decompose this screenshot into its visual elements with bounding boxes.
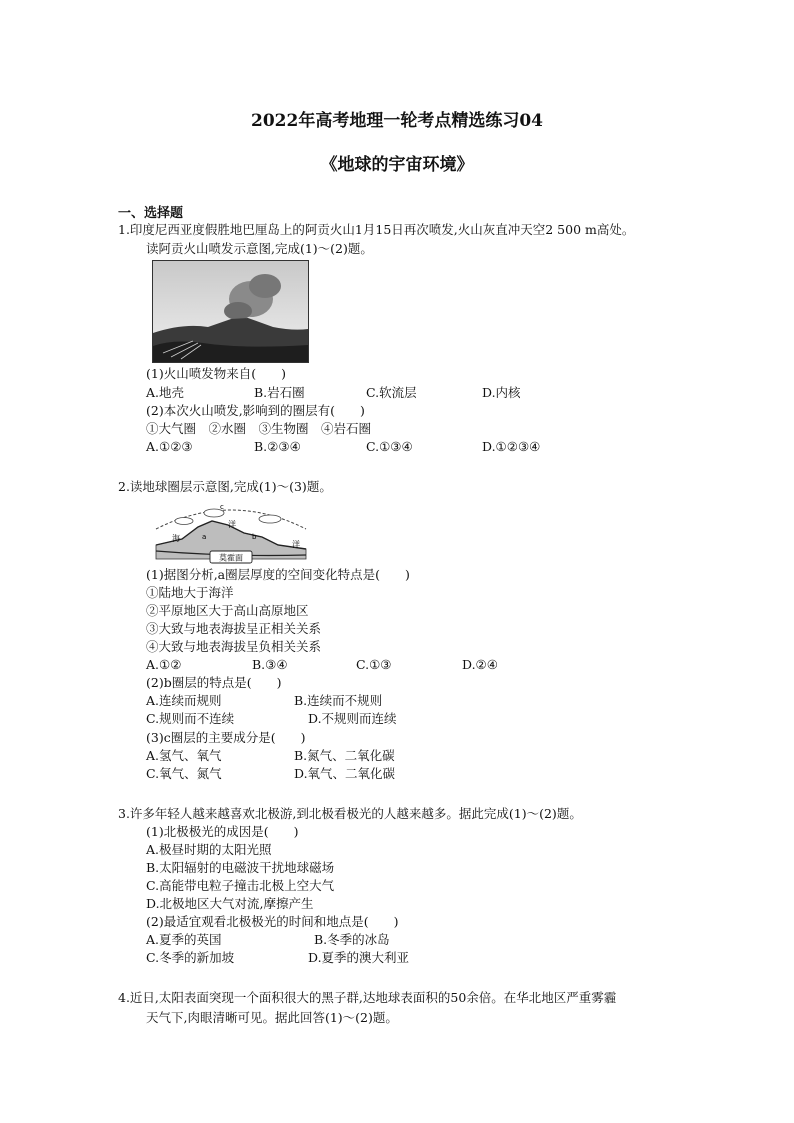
q3-sub1-opt-c: C.高能带电粒子撞击北极上空大气: [146, 878, 335, 893]
q2-sub3-opt-a: A.氢气、氧气: [146, 748, 222, 763]
q3-sub1-opt-b: B.太阳辐射的电磁波干扰地球磁场: [146, 860, 335, 875]
diagram-label-a: a: [202, 533, 207, 541]
q3-sub2-opt-b: B.冬季的冰岛: [314, 932, 390, 947]
q2-sub1-item-3: ③大致与地表海拔呈正相关关系: [146, 621, 322, 636]
q2-sub1-opt-a: A.①②: [146, 657, 182, 672]
q3-sub2: (2)最适宜观看北极极光的时间和地点是( ): [146, 914, 399, 929]
q1-sub2-items: ①大气圈 ②水圈 ③生物圈 ④岩石圈: [146, 421, 372, 436]
diagram-label-ocean-1: 洋: [228, 520, 236, 529]
diagram-label-c: c: [220, 503, 224, 511]
q1-sub1-opt-b: B.岩石圈: [254, 385, 305, 400]
q1-sub2: (2)本次火山喷发,影响到的圈层有( ): [146, 403, 365, 418]
q1-sub1: (1)火山喷发物来自( ): [146, 366, 286, 381]
earth-spheres-diagram: [152, 499, 310, 564]
q2-sub2-opt-b: B.连续而不规则: [294, 693, 383, 708]
diagram-label-ocean-2: 洋: [292, 540, 300, 549]
volcano-photo: [152, 260, 309, 363]
q2-sub1-opt-c: C.①③: [356, 657, 392, 672]
q1-sub2-opt-b: B.②③④: [254, 439, 301, 454]
q2-sub3-opt-b: B.氮气、二氧化碳: [294, 748, 395, 763]
q3-sub1-opt-a: A.极昼时期的太阳光照: [146, 842, 272, 857]
q2-sub1-item-4: ④大致与地表海拔呈负相关关系: [146, 639, 322, 654]
page-title: 2022年高考地理一轮考点精选练习04: [251, 111, 543, 131]
q1-stem: 1.印度尼西亚度假胜地巴厘岛上的阿贡火山1月15日再次喷发,火山灰直冲天空2 500 m高处。: [118, 222, 635, 237]
q3-sub2-opt-c: C.冬季的新加坡: [146, 950, 235, 965]
q2-sub3-opt-c: C.氧气、氮气: [146, 766, 222, 781]
q2-sub1-item-2: ②平原地区大于高山高原地区: [146, 603, 309, 618]
q3-sub2-opt-d: D.夏季的澳大利亚: [308, 950, 410, 965]
q1-sub2-opt-d: D.①②③④: [482, 439, 541, 454]
q1-sub2-opt-c: C.①③④: [366, 439, 413, 454]
q2-stem: 2.读地球圈层示意图,完成(1)～(3)题。: [118, 479, 332, 494]
q2-sub2-opt-d: D.不规则而连续: [308, 711, 397, 726]
q4-stem: 4.近日,太阳表面突现一个面积很大的黑子群,达地球表面积的50余倍。在华北地区严重雾霾: [118, 990, 617, 1005]
q2-sub3: (3)c圈层的主要成分是( ): [146, 730, 306, 745]
q2-sub2-opt-c: C.规则而不连续: [146, 711, 235, 726]
q3-stem: 3.许多年轻人越来越喜欢北极游,到北极看极光的人越来越多。据此完成(1)～(2)题。: [118, 806, 582, 821]
q2-sub1: (1)据图分析,a圈层厚度的空间变化特点是( ): [146, 567, 410, 582]
q1-stem-2: 读阿贡火山喷发示意图,完成(1)～(2)题。: [146, 241, 373, 256]
q2-sub1-opt-b: B.③④: [252, 657, 288, 672]
q1-sub1-opt-d: D.内核: [482, 385, 521, 400]
q2-sub1-item-1: ①陆地大于海洋: [146, 585, 234, 600]
q1-sub1-opt-c: C.软流层: [366, 385, 417, 400]
diagram-label-sea: 海: [172, 534, 180, 543]
page-subtitle: 《地球的宇宙环境》: [320, 155, 474, 175]
q2-sub1-opt-d: D.②④: [462, 657, 498, 672]
q2-sub2: (2)b圈层的特点是( ): [146, 675, 282, 690]
q1-sub1-opt-a: A.地壳: [146, 385, 185, 400]
diagram-label-b: b: [252, 533, 257, 541]
q3-sub2-opt-a: A.夏季的英国: [146, 932, 222, 947]
q4-stem-2: 天气下,肉眼清晰可见。据此回答(1)～(2)题。: [146, 1010, 398, 1025]
q3-sub1-opt-d: D.北极地区大气对流,摩擦产生: [146, 896, 314, 911]
q2-sub2-opt-a: A.连续而规则: [146, 693, 222, 708]
q2-sub3-opt-d: D.氧气、二氧化碳: [294, 766, 396, 781]
diagram-label-moho: 莫霍面: [219, 553, 243, 563]
q3-sub1: (1)北极极光的成因是( ): [146, 824, 299, 839]
q1-sub2-opt-a: A.①②③: [146, 439, 193, 454]
section-heading: 一、选择题: [118, 206, 184, 221]
